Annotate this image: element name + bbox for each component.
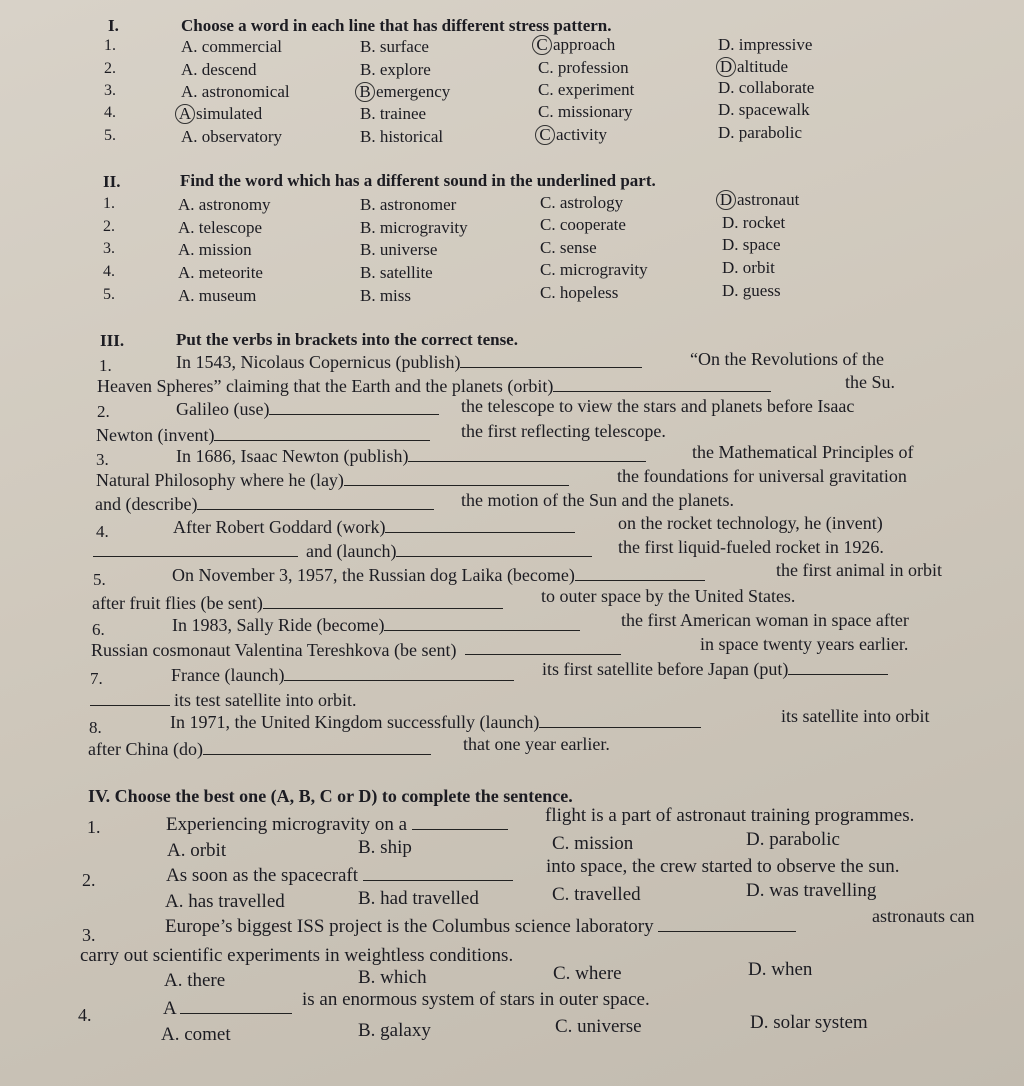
s2-row2-number: 2. (103, 218, 115, 235)
q3-number: 3. (96, 450, 109, 469)
answer-blank[interactable] (284, 666, 514, 681)
s1-row3-c: C. experiment (538, 80, 635, 99)
q5-line1: On November 3, 1957, the Russian dog Laika (become) (172, 565, 705, 586)
q2-line1: Galileo (use) (176, 399, 439, 420)
answer-blank[interactable] (90, 691, 170, 706)
circled-answer-d: D (716, 190, 736, 210)
answer-blank[interactable] (197, 495, 434, 510)
section4-title: IV. Choose the best one (A, B, C or D) to complete the sentence. (88, 786, 573, 806)
q2-line2: Newton (invent) (96, 425, 430, 446)
s4-q1-a: A. orbit (167, 840, 227, 861)
s1-row2-d: D altitude (716, 57, 788, 77)
s2-row2-c: C. cooperate (540, 215, 626, 234)
answer-blank[interactable] (180, 999, 292, 1014)
s1-row1-d: D. impressive (718, 35, 813, 54)
s4-q4-b: B. galaxy (358, 1020, 431, 1041)
section3-title: Put the verbs in brackets into the correct tense. (176, 330, 518, 349)
section1-title: Choose a word in each line that has different stress pattern. (181, 16, 612, 35)
q1-number: 1. (99, 356, 112, 375)
q3-line1: In 1686, Isaac Newton (publish) (176, 446, 646, 467)
s1-row1-b: B. surface (360, 37, 429, 56)
s2-row3-c: C. sense (540, 238, 597, 257)
s1-row4-number: 4. (104, 104, 116, 121)
circled-answer-b: B (355, 82, 375, 102)
answer-blank[interactable] (465, 640, 621, 655)
circled-answer-c: C (532, 35, 552, 55)
q2-line1-end: the telescope to view the stars and planets before Isaac (461, 396, 855, 416)
q8-line2-end: that one year earlier. (463, 734, 610, 754)
q1-line1-end: “On the Revolutions of the (690, 349, 884, 369)
q3-line2-end: the foundations for universal gravitation (617, 466, 907, 486)
section2-title: Find the word which has a different sound in the underlined part. (180, 171, 656, 190)
answer-blank[interactable] (344, 471, 569, 486)
s2-row4-d: D. orbit (722, 258, 775, 277)
s2-row2-d: D. rocket (722, 213, 786, 232)
q5-line2: after fruit flies (be sent) (92, 593, 503, 614)
circled-answer-d: D (716, 57, 736, 77)
s1-row3-d: D. collaborate (718, 78, 815, 97)
s2-row1-b: B. astronomer (360, 195, 457, 214)
answer-blank[interactable] (385, 518, 575, 533)
answer-blank[interactable] (408, 447, 646, 462)
q1-line1: In 1543, Nicolaus Copernicus (publish) (176, 352, 642, 373)
s2-row2-b: B. microgravity (360, 218, 468, 237)
s4-q2-a: A. has travelled (165, 891, 285, 912)
s1-row3-a: A. astronomical (181, 82, 290, 101)
s2-row5-d: D. guess (722, 281, 781, 300)
s4-q4-a: A. comet (161, 1024, 231, 1045)
q8-number: 8. (89, 718, 102, 737)
s2-row3-d: D. space (722, 235, 781, 254)
s1-row5-b: B. historical (360, 127, 444, 146)
s4-q4-stem: A (163, 998, 292, 1020)
s4-q3-c: C. where (553, 963, 622, 984)
s1-row5-c: C activity (535, 125, 607, 145)
answer-blank[interactable] (363, 866, 513, 881)
q5-line1-end: the first animal in orbit (776, 560, 942, 580)
s2-row4-b: B. satellite (360, 263, 433, 282)
q5-line2-end: to outer space by the United States. (541, 586, 796, 606)
s4-q1-stem-end: flight is a part of astronaut training programmes. (545, 805, 915, 826)
answer-blank[interactable] (658, 917, 796, 932)
q8-line2: after China (do) (88, 739, 431, 760)
answer-blank[interactable] (553, 377, 771, 392)
s2-row1-d: D astronaut (716, 190, 799, 210)
s4-q2-d: D. was travelling (746, 880, 877, 901)
s1-row2-number: 2. (104, 60, 116, 77)
answer-blank[interactable] (539, 713, 701, 728)
s4-q2-b: B. had travelled (358, 888, 479, 909)
answer-blank[interactable] (384, 616, 580, 631)
s4-q3-stem-line2: carry out scientific experiments in weightless conditions. (80, 945, 514, 966)
q4-line2-end: the first liquid-fueled rocket in 1926. (618, 537, 884, 557)
s4-q2-stem-end: into space, the crew started to observe the sun. (546, 856, 900, 877)
q5-number: 5. (93, 570, 106, 589)
s2-row3-b: B. universe (360, 240, 438, 259)
s2-row3-a: A. mission (178, 240, 252, 259)
answer-blank[interactable] (269, 400, 439, 415)
s4-q3-d: D. when (748, 959, 813, 980)
s2-row4-number: 4. (103, 263, 115, 280)
s1-row1-a: A. commercial (181, 37, 283, 56)
q6-number: 6. (92, 620, 105, 639)
s4-q1-d: D. parabolic (746, 829, 840, 850)
s1-row1-c: C approach (532, 35, 615, 55)
s4-q4-d: D. solar system (750, 1012, 868, 1033)
answer-blank[interactable] (575, 566, 705, 581)
s4-q3-a: A. there (164, 970, 226, 991)
q7-line1: France (launch) (171, 665, 514, 686)
q1-line2-end: the Su. (845, 372, 896, 392)
q1-line2: Heaven Spheres” claiming that the Earth and the planets (orbit) (97, 376, 771, 397)
q3-line1-end: the Mathematical Principles of (692, 442, 914, 462)
s2-row3-number: 3. (103, 240, 115, 257)
answer-blank[interactable] (460, 353, 642, 368)
s4-q2-stem: As soon as the spacecraft (166, 865, 513, 887)
s1-row2-a: A. descend (181, 60, 257, 79)
answer-blank[interactable] (203, 740, 431, 755)
s4-q4-c: C. universe (555, 1016, 642, 1037)
q8-line1-end: its satellite into orbit (781, 706, 930, 726)
s1-row5-number: 5. (104, 127, 116, 144)
q8-line1: In 1971, the United Kingdom successfully (launch) (170, 712, 701, 733)
s4-q3-stem-end: astronauts can (872, 906, 975, 926)
q4-line1: After Robert Goddard (work) (173, 517, 575, 538)
s4-q1-c: C. mission (552, 833, 634, 854)
s2-row5-number: 5. (103, 286, 115, 303)
answer-blank[interactable] (263, 594, 503, 609)
s4-q2-c: C. travelled (552, 884, 641, 905)
q2-number: 2. (97, 402, 110, 421)
section2-number: II. (103, 172, 121, 191)
q7-line2: its test satellite into orbit. (90, 690, 356, 711)
q3-line3-end: the motion of the Sun and the planets. (461, 490, 734, 510)
s2-row5-b: B. miss (360, 286, 412, 305)
s4-q1-stem: Experiencing microgravity on a (166, 814, 508, 836)
answer-blank[interactable] (396, 542, 592, 557)
circled-answer-a: A (175, 104, 195, 124)
s1-row5-d: D. parabolic (718, 123, 803, 142)
q4-number: 4. (96, 522, 109, 541)
s4-q2-number: 2. (82, 870, 96, 890)
s2-row4-a: A. meteorite (178, 263, 263, 282)
answer-blank[interactable] (93, 542, 298, 557)
s1-row3-number: 3. (104, 82, 116, 99)
answer-blank[interactable] (214, 426, 430, 441)
s4-q1-b: B. ship (358, 837, 412, 858)
s1-row2-b: B. explore (360, 60, 431, 79)
s2-row4-c: C. microgravity (540, 260, 648, 279)
q6-line1-end: the first American woman in space after (621, 610, 909, 630)
s2-row1-number: 1. (103, 195, 115, 212)
q4-line1-end: on the rocket technology, he (invent) (618, 513, 883, 533)
q3-line3: and (describe) (95, 494, 434, 515)
q4-line2: and (launch) (93, 541, 592, 562)
q6-line2-end: in space twenty years earlier. (700, 634, 909, 654)
q7-number: 7. (90, 669, 103, 688)
s4-q4-stem-end: is an enormous system of stars in outer space. (302, 989, 650, 1010)
s2-row1-c: C. astrology (540, 193, 624, 212)
q6-line1: In 1983, Sally Ride (become) (172, 615, 580, 636)
section3-number: III. (100, 331, 125, 350)
s4-q3-number: 3. (82, 925, 96, 945)
answer-blank[interactable] (788, 660, 888, 675)
circled-answer-c: C (535, 125, 555, 145)
s1-row4-b: B. trainee (360, 104, 427, 123)
section1-number: I. (108, 16, 119, 35)
s2-row5-a: A. museum (178, 286, 257, 305)
s1-row4-d: D. spacewalk (718, 100, 810, 119)
s1-row4-a: A simulated (175, 104, 262, 124)
s1-row5-a: A. observatory (181, 127, 283, 146)
s1-row2-c: C. profession (538, 58, 629, 77)
s1-row1-number: 1. (104, 37, 116, 54)
s2-row5-c: C. hopeless (540, 283, 619, 302)
s4-q1-number: 1. (87, 817, 101, 837)
answer-blank[interactable] (412, 815, 508, 830)
s4-q3-b: B. which (358, 967, 427, 988)
q6-line2: Russian cosmonaut Valentina Tereshkova (be sent) (91, 640, 621, 661)
s1-row4-c: C. missionary (538, 102, 633, 121)
s2-row2-a: A. telescope (178, 218, 263, 237)
s1-row3-b: B emergency (355, 82, 450, 102)
s2-row1-a: A. astronomy (178, 195, 271, 214)
q7-line1-mid: its first satellite before Japan (put) (542, 659, 888, 680)
q3-line2: Natural Philosophy where he (lay) (96, 470, 569, 491)
s4-q4-number: 4. (78, 1005, 92, 1025)
q2-line2-end: the first reflecting telescope. (461, 421, 666, 441)
s4-q3-stem: Europe’s biggest ISS project is the Columbus science laboratory (165, 916, 796, 938)
